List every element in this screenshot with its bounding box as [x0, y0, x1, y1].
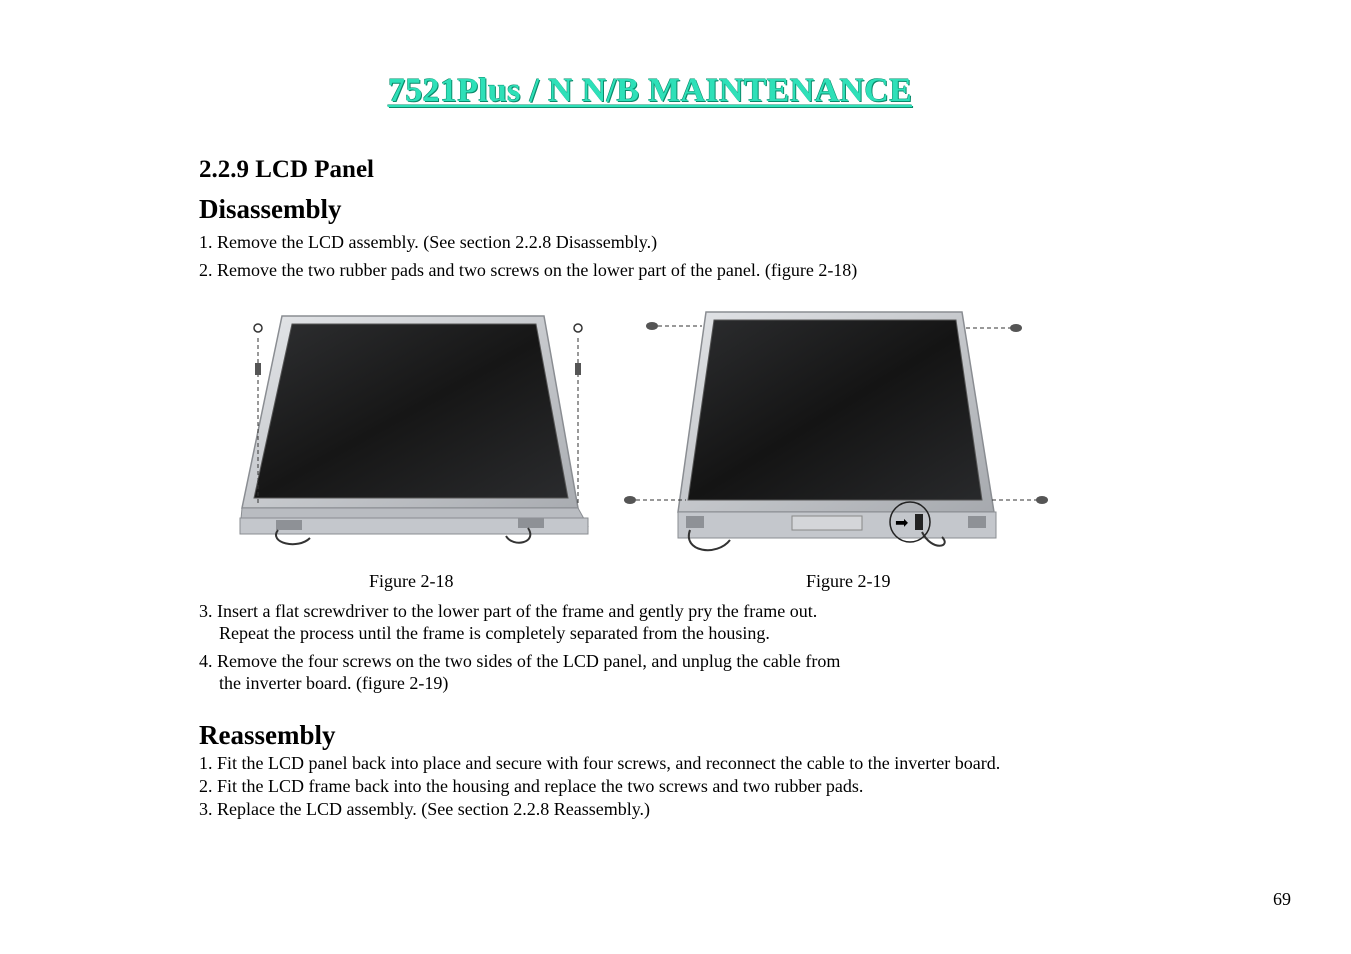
page-number: 69 — [1273, 889, 1291, 909]
reassembly-step-3: 3. Replace the LCD assembly. (See section 2.2.8 Reassembly.) — [199, 799, 651, 819]
page-title: 7521Plus / N N/B MAINTENANCE — [387, 72, 913, 109]
disassembly-step-4 — [199, 650, 840, 694]
reassembly-heading: Reassembly — [199, 720, 336, 750]
figure-2-18-image — [238, 308, 610, 556]
figure-2-19-image — [622, 302, 1052, 560]
disassembly-step-2: 2. Remove the two rubber pads and two screws on the lower part of the panel. (figure 2-18) — [199, 260, 858, 280]
disassembly-step-4-line1: 4. Remove the four screws on the two sides of the LCD panel, and unplug the cable from — [199, 651, 841, 671]
figure-2-18-caption: Figure 2-18 — [369, 571, 454, 591]
disassembly-step-3-line1: 3. Insert a flat screwdriver to the lower part of the frame and gently pry the frame out. — [199, 601, 818, 621]
disassembly-step-4-line2: the inverter board. (figure 2-19) — [219, 673, 449, 693]
reassembly-step-1: 1. Fit the LCD panel back into place and secure with four screws, and reconnect the cable to the inverter board. — [199, 753, 1001, 773]
disassembly-step-3-line2: Repeat the process until the frame is completely separated from the housing. — [219, 623, 770, 643]
svg-text:➡: ➡ — [895, 513, 909, 532]
section-heading: 2.2.9 LCD Panel — [199, 156, 374, 183]
figure-2-19-caption: Figure 2-19 — [806, 571, 891, 591]
disassembly-step-1: 1. Remove the LCD assembly. (See section 2.2.8 Disassembly.) — [199, 232, 658, 252]
disassembly-heading: Disassembly — [199, 194, 342, 224]
reassembly-step-2: 2. Fit the LCD frame back into the housing and replace the two screws and two rubber pads. — [199, 776, 864, 796]
disassembly-step-3 — [199, 600, 817, 644]
